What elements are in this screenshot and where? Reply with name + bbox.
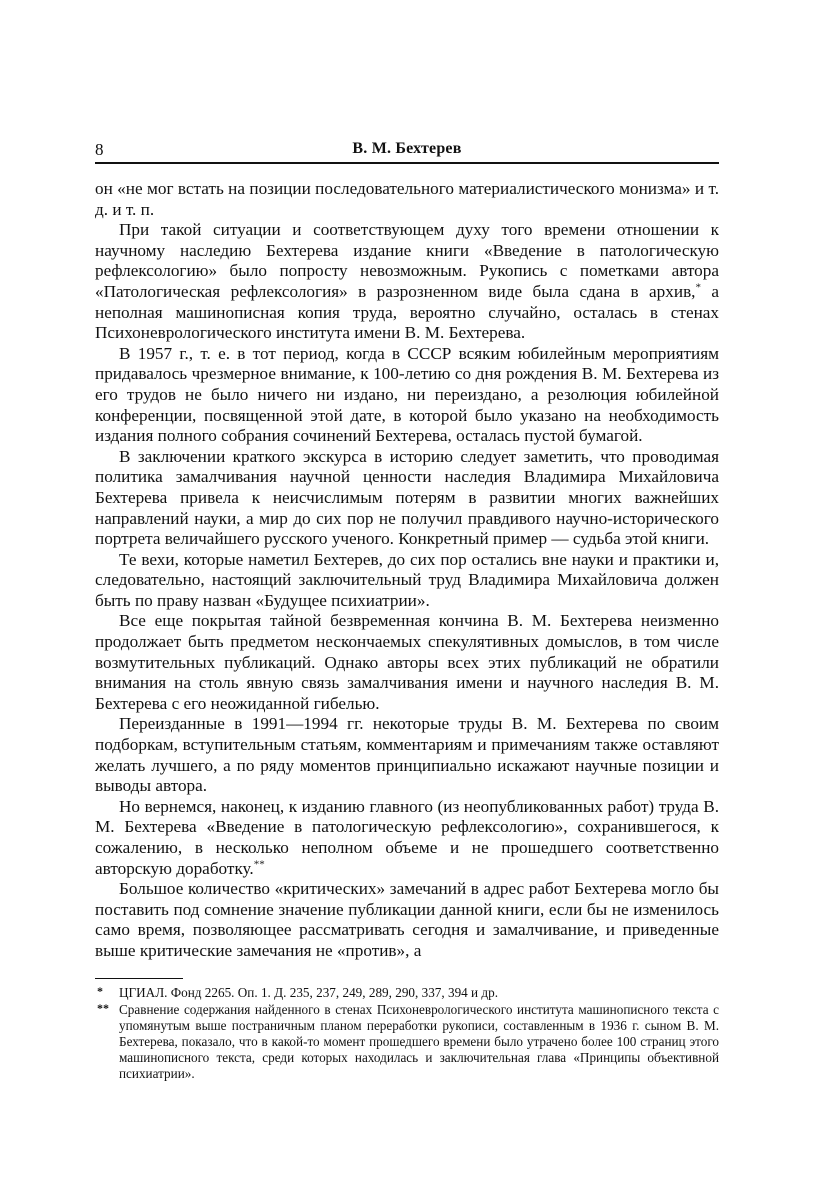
footnote-reference[interactable]: * xyxy=(695,281,701,294)
running-title: В. М. Бехтерев xyxy=(352,140,462,157)
footnote-divider xyxy=(95,978,183,979)
footnote-mark: ** xyxy=(97,1001,109,1016)
running-header xyxy=(95,136,719,164)
book-page xyxy=(95,136,719,1081)
footnotes xyxy=(95,985,719,1082)
footnote-text: Сравнение содержания найденного в стенах Психоневрологического института машинописного текста с упомянутым выше постраничным планом переработки рукописи, составленным в 1936 г. сыном В. М. Бехтерева, показало, что в какой-то момент прошедшего времени было утрачено более 100 страниц этого машинописного текста, среди которых находилась и заключительная глава «Принципы объективной психиатрии». xyxy=(119,1002,719,1081)
paragraph: он «не мог встать на позиции последовательного материалистического монизма» и т. д. и т. п. xyxy=(95,179,719,219)
paragraph: При такой ситуации и соответствующем духу того времени отношении к научному наследию Бехтерева издание книги «Введение в патологическую рефлексологию» было попросту невозможным. Рукопись с пометками автора «Патологическая рефлексология» в разрозненном виде была сдана в архив,* а неполная машинописная копия труда, вероятно случайно, осталась в стенах Психоневрологического института имени В. М. Бехтерева. xyxy=(95,220,719,343)
paragraph: В заключении краткого экскурса в историю следует заметить, что проводимая политика замалчивания научной ценности наследия Владимира Михайловича Бехтерева привела к неисчислимым потерям в развитии многих важнейших направлений науки, а мир до сих пор не получил правдивого научно-исторического портрета величайшего русского ученого. Конкретный пример — судьба этой книги. xyxy=(95,446,719,549)
main-text xyxy=(95,179,719,962)
paragraph: Большое количество «критических» замечаний в адрес работ Бехтерева могло бы поставить под сомнение значение публикации данной книги, если бы не изменилось само время, позволяющее рассматривать сегодня и замалчивание, и приведенные выше критические замечания не «против», а xyxy=(95,879,719,960)
page-number: 8 xyxy=(95,140,104,159)
paragraph: Переизданные в 1991—1994 гг. некоторые труды В. М. Бехтерева по своим подборкам, вступительным статьям, комментариям и примечаниям также оставляют желать лучшего, а по ряду моментов принципиально искажают научные позиции и выводы автора. xyxy=(95,714,719,796)
paragraph: В 1957 г., т. е. в тот период, когда в СССР всяким юбилейным мероприятиям придавалось чрезмерное внимание, к 100-летию со дня рождения В. М. Бехтерева из его трудов не было ничего ни издано, ни переиздано, а резолюция юбилейной конференции, посвященной этой дате, в которой было указано на необходимость издания полного собрания сочинений Бехтерева, осталась пустой бумагой. xyxy=(95,343,719,446)
footnote xyxy=(95,985,719,1001)
paragraph: Те вехи, которые наметил Бехтерев, до сих пор остались вне науки и практики и, следовательно, настоящий заключительный труд Владимира Михайловича должен быть по праву назван «Будущее психиатрии». xyxy=(95,549,719,610)
footnote-text: ЦГИАЛ. Фонд 2265. Оп. 1. Д. 235, 237, 249, 289, 290, 337, 394 и др. xyxy=(119,984,499,1000)
paragraph: Но вернемся, наконец, к изданию главного (из неопубликованных работ) труда В. М. Бехтерева «Введение в патологическую рефлексологию», сохранившегося, к сожалению, в несколько неполном объеме и не прошедшего соответственно авторскую доработку.** xyxy=(95,796,719,878)
paragraph: Все еще покрытая тайной безвременная кончина В. М. Бехтерева неизменно продолжает быть предметом нескончаемых спекулятивных домыслов, в том числе возмутительных публикаций. Однако авторы всех этих публикаций не обратили внимания на столь явную связь замалчивания имени и научного наследия В. М. Бехтерева с его неожиданной гибелью. xyxy=(95,611,719,713)
footnote-mark: * xyxy=(97,983,103,998)
footnote-reference[interactable]: ** xyxy=(253,857,265,870)
footnote xyxy=(95,1002,719,1081)
